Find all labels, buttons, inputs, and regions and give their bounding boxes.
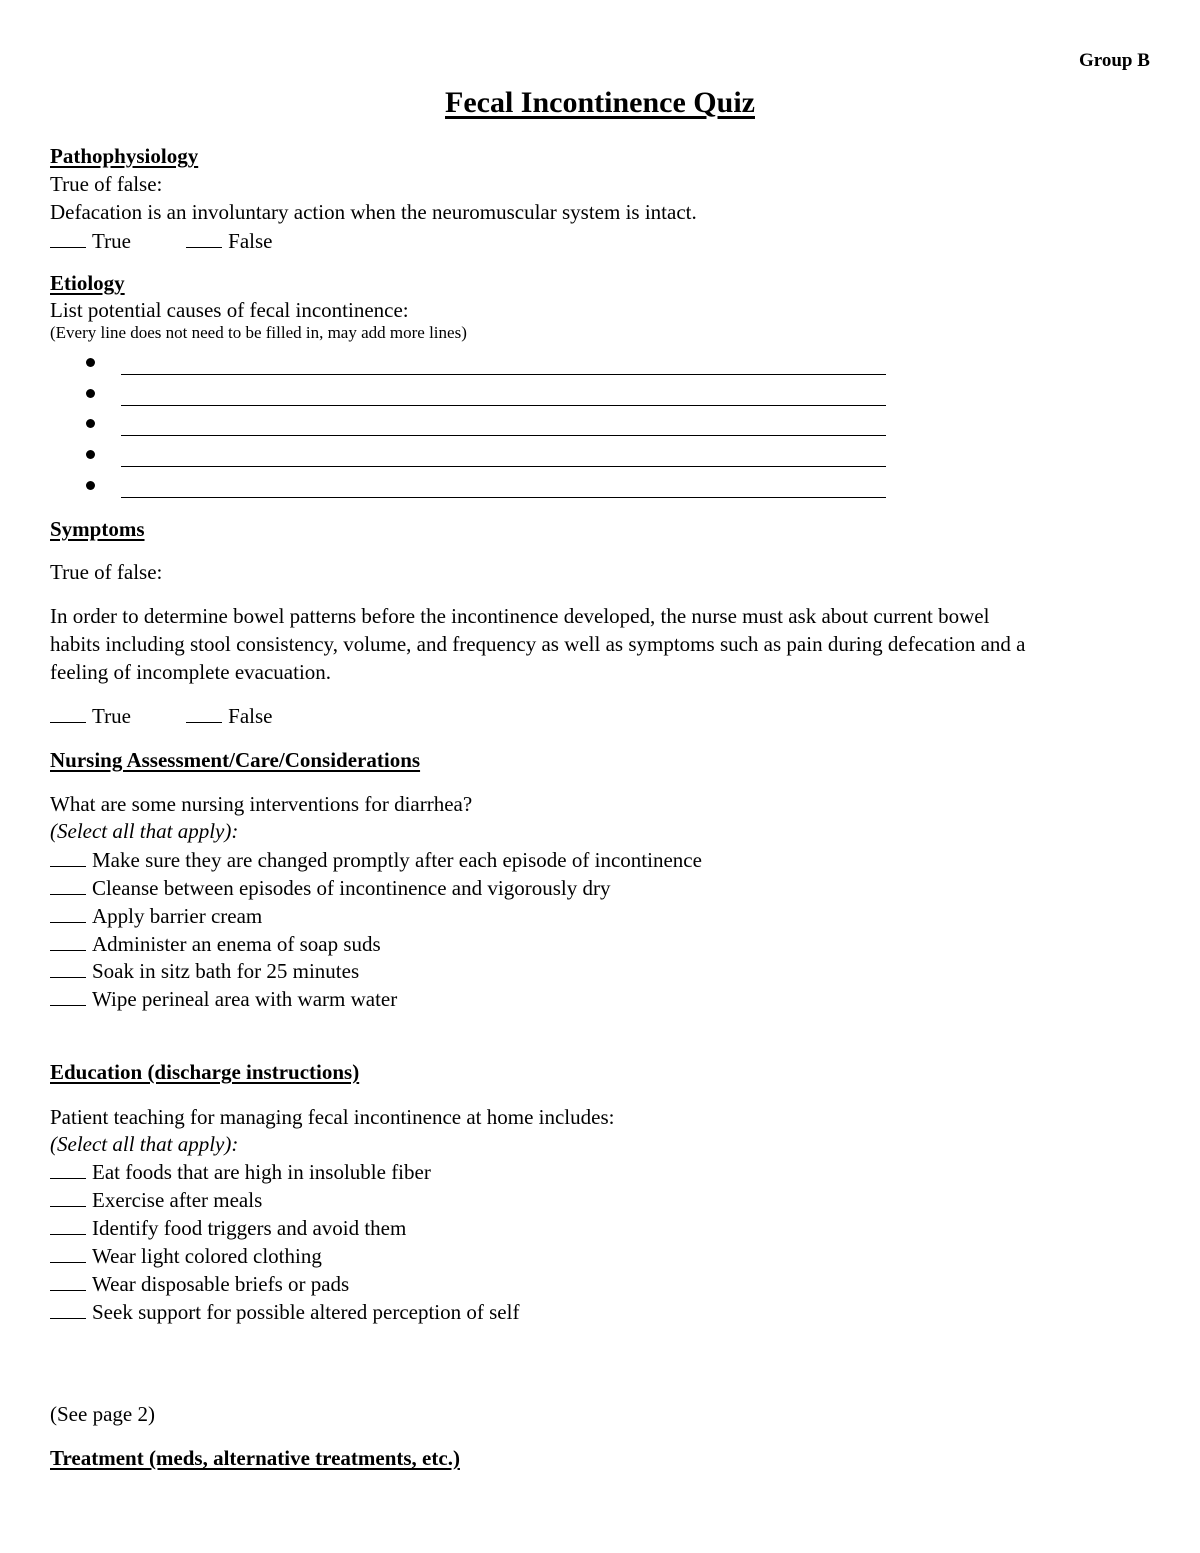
nursing-option (50, 987, 397, 1012)
education-heading: Education (discharge instructions) (50, 1060, 360, 1084)
pathophysiology-prompt: True of false: (50, 172, 163, 196)
option-label: Eat foods that are high in insoluble fiber (92, 1160, 431, 1184)
treatment-heading: Treatment (meds, alternative treatments, etc.) (50, 1446, 460, 1470)
bullet-dot (86, 419, 95, 428)
answer-line[interactable] (121, 374, 886, 375)
symptoms-answer-row (50, 704, 272, 729)
false-label: False (228, 229, 273, 253)
education-select-note: (Select all that apply): (50, 1132, 239, 1156)
option-label: Wipe perineal area with warm water (92, 987, 398, 1011)
education-question: Patient teaching for managing fecal incontinence at home includes: (50, 1105, 615, 1129)
symptoms-statement-line: habits including stool consistency, volume, and frequency as well as symptoms such as pain during defecation and a (50, 632, 1026, 656)
symptoms-heading: Symptoms (50, 517, 145, 541)
bullet-dot (86, 450, 95, 459)
option-label: Exercise after meals (92, 1188, 263, 1212)
option-label: Identify food triggers and avoid them (92, 1216, 407, 1240)
pathophysiology-statement: Defacation is an involuntary action when the neuromuscular system is intact. (50, 200, 697, 224)
option-label: Cleanse between episodes of incontinence and vigorously dry (92, 876, 611, 900)
true-label: True (92, 229, 131, 253)
answer-line[interactable] (121, 497, 886, 498)
group-label: Group B (1079, 50, 1150, 71)
education-option (50, 1160, 431, 1185)
education-option (50, 1300, 519, 1325)
answer-blank[interactable] (186, 705, 222, 723)
nursing-option (50, 959, 359, 984)
education-option (50, 1244, 322, 1269)
answer-blank[interactable] (50, 1273, 86, 1291)
answer-blank[interactable] (50, 705, 86, 723)
option-label: Make sure they are changed promptly after each episode of incontinence (92, 848, 702, 872)
nursing-option (50, 848, 702, 873)
bullet-dot (86, 481, 95, 490)
etiology-note: (Every line does not need to be filled in, may add more lines) (50, 323, 467, 342)
page-title: Fecal Incontinence Quiz (445, 86, 755, 119)
answer-blank[interactable] (50, 933, 86, 951)
nursing-heading: Nursing Assessment/Care/Considerations (50, 748, 421, 772)
symptoms-statement-line: feeling of incomplete evacuation. (50, 660, 332, 684)
pathophysiology-answer-row (50, 229, 272, 254)
answer-blank[interactable] (50, 960, 86, 978)
nursing-option (50, 876, 610, 901)
answer-blank[interactable] (50, 1189, 86, 1207)
symptoms-prompt: True of false: (50, 560, 163, 584)
answer-blank[interactable] (50, 230, 86, 248)
nursing-select-note: (Select all that apply): (50, 819, 239, 843)
answer-line[interactable] (121, 405, 886, 406)
see-page-note: (See page 2) (50, 1402, 155, 1426)
answer-blank[interactable] (50, 1161, 86, 1179)
answer-blank[interactable] (50, 1245, 86, 1263)
option-label: Wear disposable briefs or pads (92, 1272, 350, 1296)
answer-blank[interactable] (186, 230, 222, 248)
answer-blank[interactable] (50, 1217, 86, 1235)
option-label: Seek support for possible altered perception of self (92, 1300, 520, 1324)
answer-blank[interactable] (50, 905, 86, 923)
etiology-prompt: List potential causes of fecal incontinence: (50, 298, 409, 322)
false-label: False (228, 704, 273, 728)
option-label: Apply barrier cream (92, 904, 263, 928)
answer-blank[interactable] (50, 1301, 86, 1319)
option-label: Administer an enema of soap suds (92, 932, 381, 956)
education-option (50, 1216, 406, 1241)
education-option (50, 1272, 349, 1297)
nursing-option (50, 932, 381, 957)
option-label: Soak in sitz bath for 25 minutes (92, 959, 360, 983)
nursing-question: What are some nursing interventions for diarrhea? (50, 792, 473, 816)
symptoms-statement-line: In order to determine bowel patterns before the incontinence developed, the nurse must ask about current bowel (50, 604, 990, 628)
option-label: Wear light colored clothing (92, 1244, 322, 1268)
education-option (50, 1188, 262, 1213)
nursing-option (50, 904, 262, 929)
pathophysiology-heading: Pathophysiology (50, 144, 199, 168)
bullet-dot (86, 358, 95, 367)
bullet-dot (86, 389, 95, 398)
true-label: True (92, 704, 131, 728)
answer-line[interactable] (121, 435, 886, 436)
answer-blank[interactable] (50, 988, 86, 1006)
etiology-heading: Etiology (50, 271, 125, 295)
answer-line[interactable] (121, 466, 886, 467)
answer-blank[interactable] (50, 849, 86, 867)
answer-blank[interactable] (50, 877, 86, 895)
